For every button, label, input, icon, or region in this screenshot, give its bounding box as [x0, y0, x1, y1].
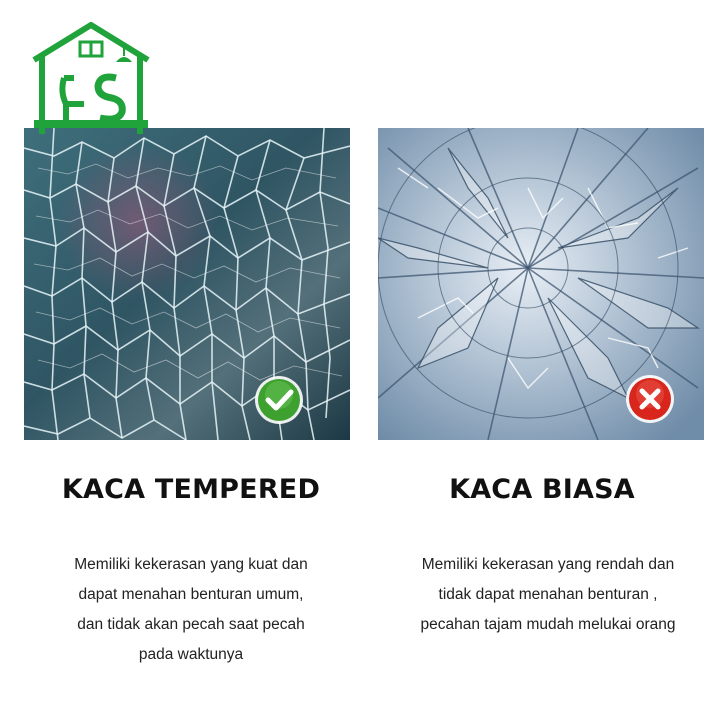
tempered-desc-line: Memiliki kekerasan yang kuat dan — [74, 556, 308, 573]
tempered-glass-image — [24, 128, 350, 440]
tempered-heading: KACA TEMPERED — [61, 474, 321, 505]
brand-logo — [30, 22, 152, 150]
regular-desc-line: tidak dapat menahan benturan , — [438, 586, 658, 603]
regular-desc-line: pecahan tajam mudah melukai orang — [420, 616, 676, 633]
regular-desc-line: Memiliki kekerasan yang rendah dan — [421, 556, 675, 573]
regular-description — [380, 550, 716, 640]
tempered-desc-line: dapat menahan benturan umum, — [78, 586, 304, 603]
tempered-desc-line: pada waktunya — [138, 646, 244, 663]
regular-glass-image — [378, 128, 704, 440]
regular-heading: KACA BIASA — [449, 474, 635, 505]
tempered-description — [24, 550, 358, 670]
check-badge — [254, 375, 304, 425]
cross-badge — [625, 374, 675, 424]
tempered-desc-line: dan tidak akan pecah saat pecah — [77, 616, 305, 633]
